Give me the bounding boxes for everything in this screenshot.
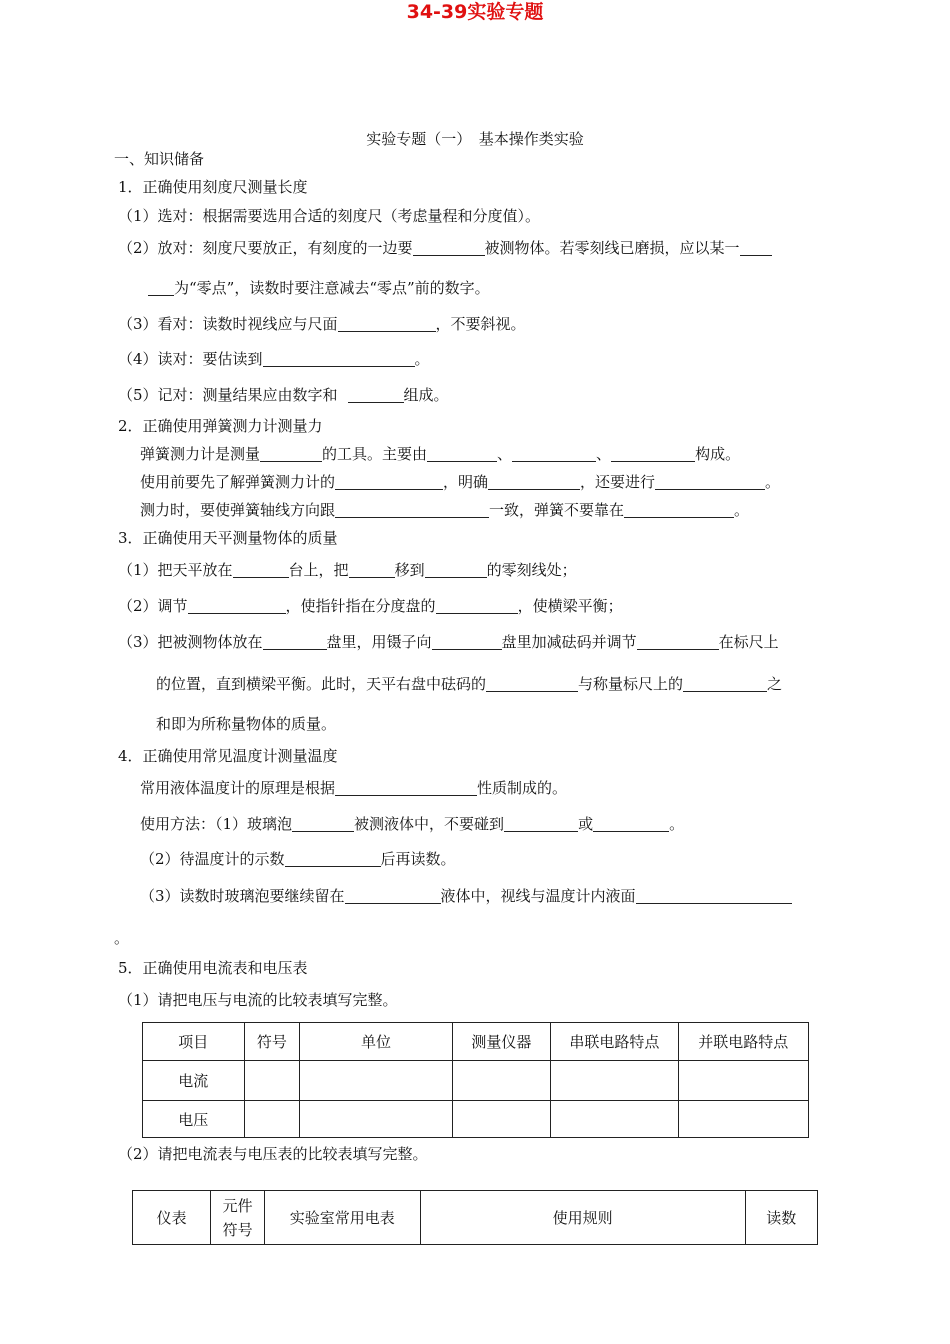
blank[interactable] <box>349 562 395 578</box>
table-cell[interactable] <box>678 1101 808 1138</box>
blank[interactable] <box>413 240 485 256</box>
text: 构成。 <box>695 445 741 463</box>
blank[interactable] <box>263 351 415 367</box>
blank[interactable] <box>488 474 580 490</box>
section-heading: 一、知识储备 <box>114 150 205 168</box>
text: （3）看对：读数时视线应与尺面 <box>118 315 338 333</box>
text: 性质制成的。 <box>477 779 568 797</box>
s5-q1: （1）请把电压与电流的比较表填写完整。 <box>118 991 398 1009</box>
text: 与称量标尺上的 <box>578 675 684 693</box>
table-cell[interactable] <box>551 1061 678 1101</box>
s5-q2: （2）请把电流表与电压表的比较表填写完整。 <box>118 1145 428 1163</box>
table-header: 单位 <box>300 1023 452 1061</box>
text: 被测液体中，不要碰到 <box>354 815 505 833</box>
table-cell[interactable] <box>551 1101 678 1138</box>
text: ，不要斜视。 <box>435 315 526 333</box>
table-header: 使用规则 <box>420 1191 745 1245</box>
text: （4）读对：要估读到 <box>118 350 263 368</box>
blank[interactable] <box>611 446 695 462</box>
text: 的工具。主要由 <box>322 445 428 463</box>
text: 。 <box>734 501 750 519</box>
blank[interactable] <box>636 888 792 904</box>
text: 弹簧测力计是测量 <box>140 445 261 463</box>
s3-line4 <box>156 674 782 694</box>
blank[interactable] <box>683 676 767 692</box>
blank[interactable] <box>348 387 404 403</box>
text: （2）调节 <box>118 597 188 615</box>
blank[interactable] <box>335 780 477 796</box>
table-header: 符号 <box>244 1023 300 1061</box>
text: 在标尺上 <box>718 633 779 651</box>
blank[interactable] <box>345 888 441 904</box>
blank[interactable] <box>504 816 578 832</box>
row-label: 电流 <box>143 1061 245 1101</box>
table-header: 串联电路特点 <box>551 1023 678 1061</box>
blank[interactable] <box>740 240 772 256</box>
blank[interactable] <box>335 502 489 518</box>
text: 的位置，直到横梁平衡。此时，天平右盘中砝码的 <box>156 675 487 693</box>
table-header: 实验室常用电表 <box>265 1191 421 1245</box>
text: 、 <box>596 445 612 463</box>
blank[interactable] <box>148 280 174 296</box>
document-subtitle: 实验专题（一） 基本操作类实验 <box>366 130 584 148</box>
blank[interactable] <box>427 446 497 462</box>
s4-line1 <box>140 778 567 798</box>
text: （3）把被测物体放在 <box>118 633 263 651</box>
text: 台上，把 <box>288 561 349 579</box>
blank[interactable] <box>432 634 502 650</box>
text: ，还要进行 <box>580 473 656 491</box>
text: 后再读数。 <box>380 850 456 868</box>
table-cell[interactable] <box>244 1101 300 1138</box>
s1-line3 <box>118 314 526 334</box>
s3-line1 <box>118 560 577 580</box>
text: 。 <box>414 350 430 368</box>
document-title: 34-39实验专题 <box>406 1 544 23</box>
blank[interactable] <box>292 816 354 832</box>
s4-heading: 4．正确使用常见温度计测量温度 <box>118 747 338 765</box>
table-cell[interactable] <box>452 1061 551 1101</box>
table-row <box>143 1061 809 1101</box>
blank[interactable] <box>436 598 518 614</box>
blank[interactable] <box>486 676 578 692</box>
table-cell[interactable] <box>300 1101 452 1138</box>
text: ，使指针指在分度盘的 <box>285 597 436 615</box>
text: 。 <box>765 473 781 491</box>
table-header: 读数 <box>745 1191 817 1245</box>
table-row <box>143 1101 809 1138</box>
text: ，使横梁平衡； <box>517 597 623 615</box>
text: 液体中，视线与温度计内液面 <box>440 887 636 905</box>
table-cell[interactable] <box>678 1061 808 1101</box>
table-cell[interactable] <box>300 1061 452 1101</box>
text: 移到 <box>394 561 425 579</box>
text: （2）待温度计的示数 <box>140 850 285 868</box>
row-label: 电压 <box>143 1101 245 1138</box>
blank[interactable] <box>285 851 381 867</box>
blank[interactable] <box>593 816 669 832</box>
voltage-current-table <box>142 1022 809 1138</box>
blank[interactable] <box>624 502 734 518</box>
text: （1）把天平放在 <box>118 561 233 579</box>
blank[interactable] <box>233 562 289 578</box>
s2-line1 <box>140 444 740 464</box>
table-header: 项目 <box>143 1023 245 1061</box>
blank[interactable] <box>260 446 322 462</box>
table-header <box>211 1191 265 1245</box>
s2-line2 <box>140 472 780 492</box>
text: 使用前要先了解弹簧测力计的 <box>140 473 336 491</box>
s1-line4 <box>118 349 430 369</box>
s1-line2 <box>118 238 772 258</box>
text: 。 <box>669 815 685 833</box>
table-header: 并联电路特点 <box>678 1023 808 1061</box>
s4-line4 <box>140 886 792 906</box>
blank[interactable] <box>637 634 719 650</box>
text: 、 <box>497 445 513 463</box>
text: 为“零点”，读数时要注意减去“零点”前的数字。 <box>174 279 490 297</box>
text: 之 <box>767 675 783 693</box>
s3-heading: 3．正确使用天平测量物体的质量 <box>118 529 338 547</box>
header-line: 符号 <box>222 1220 253 1239</box>
table-header: 仪表 <box>133 1191 211 1245</box>
text: 常用液体温度计的原理是根据 <box>140 779 336 797</box>
header-line: 元件 <box>222 1196 253 1215</box>
text: 组成。 <box>403 386 449 404</box>
s2-heading: 2．正确使用弹簧测力计测量力 <box>118 417 323 435</box>
ammeter-voltmeter-table <box>132 1190 818 1245</box>
blank[interactable] <box>425 562 487 578</box>
blank[interactable] <box>512 446 596 462</box>
s1-line5 <box>118 385 449 405</box>
text: 被测物体。若零刻线已磨损，应以某一 <box>484 239 740 257</box>
blank[interactable] <box>263 634 327 650</box>
table-cell[interactable] <box>452 1101 551 1138</box>
s4-line2 <box>140 814 684 834</box>
s3-line5: 和即为所称量物体的质量。 <box>156 715 337 733</box>
s1-line1: （1）选对：根据需要选用合适的刻度尺（考虑量程和分度值）。 <box>118 207 541 225</box>
s5-heading: 5．正确使用电流表和电压表 <box>118 959 308 977</box>
text: ，明确 <box>443 473 489 491</box>
text: （2）放对：刻度尺要放正，有刻度的一边要 <box>118 239 413 257</box>
s3-line2 <box>118 596 623 616</box>
s1-heading: 1．正确使用刻度尺测量长度 <box>118 178 308 196</box>
text: 盘里，用镊子向 <box>326 633 432 651</box>
text: 或 <box>578 815 594 833</box>
text: 使用方法：（1）玻璃泡 <box>140 815 293 833</box>
text: （5）记对：测量结果应由数字和 <box>118 386 338 404</box>
text: 盘里加减砝码并调节 <box>501 633 637 651</box>
s4-line5: 。 <box>114 929 130 947</box>
s3-line3 <box>118 632 779 652</box>
table-header: 测量仪器 <box>452 1023 551 1061</box>
blank[interactable] <box>338 316 436 332</box>
text: （3）读数时玻璃泡要继续留在 <box>140 887 345 905</box>
s1-line2-cont <box>148 278 490 298</box>
blank[interactable] <box>335 474 443 490</box>
text: 测力时，要使弹簧轴线方向跟 <box>140 501 336 519</box>
table-cell[interactable] <box>244 1061 300 1101</box>
s2-line3 <box>140 500 749 520</box>
text: 一致，弹簧不要靠在 <box>489 501 625 519</box>
blank[interactable] <box>655 474 765 490</box>
text: 的零刻线处； <box>486 561 577 579</box>
blank[interactable] <box>188 598 286 614</box>
s4-line3 <box>140 849 456 869</box>
